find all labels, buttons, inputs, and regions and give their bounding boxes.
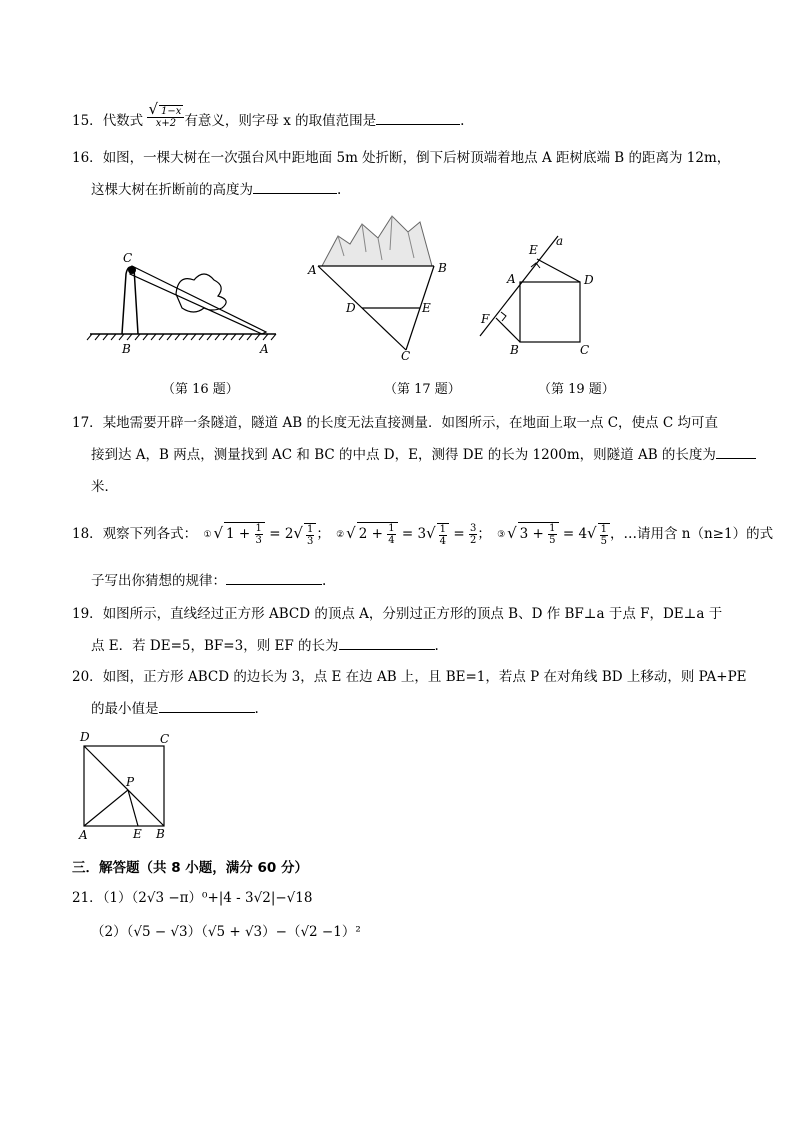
q17-text-line2: 接到达 A，B 两点，测量找到 AC 和 BC 的中点 D，E，测得 DE 的长为 1200m，则隧道 AB 的长度为 <box>91 447 716 463</box>
fig19-label-C: C <box>580 343 590 357</box>
question-20-line1 <box>72 665 747 685</box>
q18-e2-rhs-frac <box>437 523 449 547</box>
q19-end: . <box>434 638 439 654</box>
q16-text-line2: 这棵大树在折断前的高度为 <box>91 182 253 198</box>
fig20-label-B: B <box>156 827 165 841</box>
q18-text-pre: 观察下列各式： <box>102 526 198 542</box>
fig19-label-E: E <box>529 243 538 257</box>
q18-e1-den: 3 <box>255 535 262 546</box>
q18-e1-rhs-num: 1 <box>306 523 314 535</box>
q18-expr3 <box>518 522 559 546</box>
fig20-label-D: D <box>80 730 90 744</box>
q15-frac-denominator: x+2 <box>147 117 184 129</box>
q16-answer-blank[interactable] <box>253 181 337 194</box>
q18-e2-eq-den: 2 <box>469 535 477 546</box>
q18-e3-rhs-frac <box>598 523 610 547</box>
fig20-label-P: P <box>126 775 135 789</box>
q18-e1-num: 1 <box>255 523 262 534</box>
q18-e3-num: 1 <box>549 523 556 534</box>
question-17-line1 <box>72 411 718 431</box>
q18-e3-rhs: = 4 <box>562 526 588 542</box>
question-19-line1 <box>72 602 722 622</box>
q17-text-line1: 某地需要开辟一条隧道，隧道 AB 的长度无法直接测量．如图所示，在地面上取一点 C，使点 C 均可直 <box>102 415 718 431</box>
q21-number: 21． <box>72 890 103 906</box>
question-21-part1 <box>72 886 312 906</box>
q18-e1-rhs: = 2 <box>269 526 294 542</box>
q18-text-line2: 子写出你猜想的规律： <box>91 573 226 589</box>
figure-19-square <box>474 230 604 360</box>
q15-number: 15． <box>72 113 103 129</box>
fig20-label-E: E <box>133 827 142 841</box>
q18-e2-rhs: = 3 <box>401 526 427 542</box>
question-16-line2 <box>91 178 341 198</box>
q17-text-line3: 米． <box>91 479 118 495</box>
fig17-label-D: D <box>346 301 356 315</box>
q18-e3-den: 5 <box>549 535 556 546</box>
fig16-caption: （第 16 题） <box>162 382 239 397</box>
fig19-caption: （第 19 题） <box>538 382 615 397</box>
q15-fraction: $\frac{√ 1-x}{x+2}$ <box>147 104 184 129</box>
q15-text-post: 有意义，则字母 x 的取值范围是 <box>184 113 377 129</box>
figure-16-tree <box>86 246 286 356</box>
figure-20-square <box>76 728 176 844</box>
question-17-line3 <box>91 475 118 495</box>
q18-expr2 <box>357 522 398 546</box>
fig20-label-A: A <box>79 828 88 842</box>
q18-marker-1: ① <box>203 529 212 540</box>
q19-number: 19． <box>72 606 103 622</box>
question-19-line2 <box>91 634 439 654</box>
fig17-label-B: B <box>438 261 447 275</box>
q15-text-pre: 代数式 <box>102 113 144 129</box>
fig16-label-B: B <box>122 342 131 356</box>
q18-e1-frac <box>255 523 263 546</box>
fig19-label-D: D <box>584 273 594 287</box>
q18-e2-frac <box>387 523 395 546</box>
q18-e2-eq-num: 3 <box>469 523 477 534</box>
q15-end: . <box>460 113 465 129</box>
fig17-label-E: E <box>422 301 431 315</box>
q15-answer-blank[interactable] <box>376 112 460 125</box>
fig17-label-A: A <box>308 263 317 277</box>
q20-end: . <box>254 701 259 717</box>
q18-e1-left: 1 + <box>226 526 251 542</box>
q18-text-post: ，…请用含 n（n≥1）的式 <box>609 526 774 542</box>
question-18-line1: 18．观察下列各式： ① √ 1 + $\frac{1}{3}$ = 2√ $\frac{1}{3}$ ； ② √ 2 + $\frac{1}{4}$ = 3√ $\frac{1}{4}$ = $\frac{3}{2}$ ； ③ √ 3 + $\frac{1}{5}$ = 4√ $\frac{1}{5}$ ，…请用含 n（n≥1）的式 <box>72 523 774 547</box>
q19-answer-blank[interactable] <box>339 637 435 650</box>
question-21-part2 <box>91 920 361 940</box>
q18-answer-blank[interactable] <box>226 572 322 585</box>
q18-e2-left: 2 + <box>358 526 383 542</box>
q18-e2-rhs-num: 1 <box>439 523 447 535</box>
q18-number: 18． <box>72 526 103 542</box>
q21-part2-expr: （2）（√5 − √3）（√5 + √3）−（√2 −1）² <box>91 924 361 940</box>
fig17-label-C: C <box>401 349 411 362</box>
q18-e1-rhs-den: 3 <box>306 535 314 547</box>
q17-answer-blank[interactable] <box>716 446 756 459</box>
question-15 <box>72 100 465 129</box>
fig19-label-A: A <box>507 272 516 286</box>
q18-marker-3: ③ <box>497 529 506 540</box>
fig19-label-B: B <box>510 343 519 357</box>
fig17-caption: （第 17 题） <box>384 382 461 397</box>
q18-e2-num: 1 <box>388 523 395 534</box>
q21-part1-expr: （1）（2√3 −π）⁰+|4 - 3√2|−√18 <box>102 890 313 906</box>
question-16-line1 <box>72 146 730 166</box>
q18-e2-den: 4 <box>388 535 395 546</box>
question-18-line2 <box>91 569 326 589</box>
q15-frac-numerator: 1−x <box>161 106 182 117</box>
fig19-label-F: F <box>481 312 490 326</box>
q20-text-line1: 如图，正方形 ABCD 的边长为 3，点 E 在边 AB 上，且 BE=1，若点 P 在对角线 BD 上移动，则 PA+PE <box>102 669 747 685</box>
q16-text-line1: 如图，一棵大树在一次强台风中距地面 5m 处折断，倒下后树顶端着地点 A 距树底端 B 的距离为 12m， <box>102 150 731 166</box>
q18-e1-rhs-frac <box>304 523 316 547</box>
q18-expr1 <box>224 522 265 546</box>
q20-answer-blank[interactable] <box>159 700 255 713</box>
q18-e3-rhs-num: 1 <box>600 523 607 535</box>
question-20-line2 <box>91 697 259 717</box>
figure-17-tunnel <box>304 212 454 362</box>
q17-number: 17． <box>72 415 103 431</box>
q18-end: . <box>322 573 327 589</box>
fig16-label-A: A <box>260 342 269 356</box>
q18-marker-2: ② <box>336 529 345 540</box>
fig19-label-a: a <box>556 234 564 248</box>
q18-e3-rhs-den: 5 <box>600 535 607 547</box>
q19-text-line1: 如图所示，直线经过正方形 ABCD 的顶点 A，分别过正方形的顶点 B、D 作 BF⊥a 于点 F，DE⊥a 于 <box>102 606 723 622</box>
q18-e2-rhs-den: 4 <box>439 535 447 547</box>
fig16-label-C: C <box>123 251 133 265</box>
q16-number: 16． <box>72 150 103 166</box>
fig20-label-C: C <box>160 732 170 746</box>
q18-e2-eq-frac <box>469 523 477 546</box>
q18-e3-frac <box>548 523 556 546</box>
question-17-line2 <box>91 443 756 463</box>
q18-e3-left: 3 + <box>519 526 544 542</box>
q19-text-line2: 点 E．若 DE=5，BF=3，则 EF 的长为 <box>91 638 339 654</box>
q16-end: . <box>337 182 342 198</box>
q20-text-line2: 的最小值是 <box>91 701 159 717</box>
section-3-heading: 三．解答题（共 8 小题，满分 60 分） <box>72 860 308 876</box>
q20-number: 20． <box>72 669 103 685</box>
